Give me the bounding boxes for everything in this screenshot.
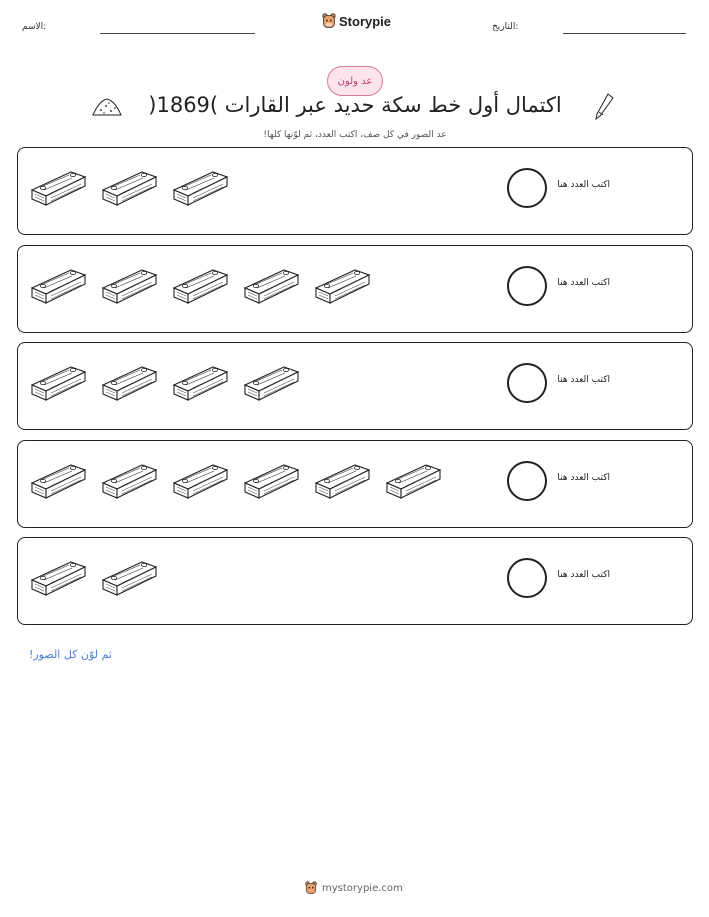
write-number-label: اكتب العدد هنا xyxy=(557,570,610,580)
count-row-3 xyxy=(17,342,693,430)
railroad-tie-icon xyxy=(171,361,231,405)
write-number-label: اكتب العدد هنا xyxy=(557,375,610,385)
count-row-2 xyxy=(17,245,693,333)
railroad-tie-icon xyxy=(29,264,89,308)
railroad-tie-icon xyxy=(171,459,231,503)
railroad-tie-icon xyxy=(29,361,89,405)
count-row-1 xyxy=(17,147,693,235)
railroad-tie-icon xyxy=(29,556,89,600)
instructions: عد الصور في كل صف، اكتب العدد، ثم لوّنها كلها! xyxy=(263,130,447,140)
answer-circle[interactable] xyxy=(507,461,547,501)
bear-icon xyxy=(305,881,317,895)
date-label: التاريخ: xyxy=(492,22,519,32)
railroad-tie-icon xyxy=(242,264,302,308)
railroad-tie-icon xyxy=(29,166,89,210)
bear-icon xyxy=(322,13,336,29)
railroad-tie-icon xyxy=(100,361,160,405)
site-url[interactable]: mystorypie.com xyxy=(322,882,403,894)
railroad-tie-icon xyxy=(242,459,302,503)
railroad-tie-icon xyxy=(100,556,160,600)
brand-name: Storypie xyxy=(339,13,392,29)
railroad-tie-icon xyxy=(100,166,160,210)
answer-circle[interactable] xyxy=(507,558,547,598)
railroad-tie-icon xyxy=(29,459,89,503)
count-row-5 xyxy=(17,537,693,625)
answer-circle[interactable] xyxy=(507,363,547,403)
gravel-pile-icon xyxy=(91,95,123,119)
railroad-tie-icon xyxy=(313,459,373,503)
storypie-logo xyxy=(322,13,391,29)
answer-circle[interactable] xyxy=(507,266,547,306)
railroad-tie-icon xyxy=(384,459,444,503)
page-title: اكتمال أول خط سكة حديد عبر القارات )1869( xyxy=(148,93,562,117)
write-number-label: اكتب العدد هنا xyxy=(557,473,610,483)
footer-note: ثم لوّن كل الصور! xyxy=(29,648,112,661)
site-footer xyxy=(305,881,403,895)
railroad-tie-icon xyxy=(313,264,373,308)
railroad-tie-icon xyxy=(100,264,160,308)
date-line[interactable] xyxy=(563,33,686,34)
railroad-tie-icon xyxy=(242,361,302,405)
name-line[interactable] xyxy=(100,33,255,34)
write-number-label: اكتب العدد هنا xyxy=(557,278,610,288)
railroad-tie-icon xyxy=(171,264,231,308)
railroad-tie-icon xyxy=(171,166,231,210)
railroad-tie-icon xyxy=(100,459,160,503)
count-and-color-badge: عد ولون xyxy=(327,66,383,96)
write-number-label: اكتب العدد هنا xyxy=(557,180,610,190)
answer-circle[interactable] xyxy=(507,168,547,208)
railroad-spike-icon xyxy=(590,92,616,122)
count-row-4 xyxy=(17,440,693,528)
name-label: الاسم: xyxy=(22,22,47,32)
